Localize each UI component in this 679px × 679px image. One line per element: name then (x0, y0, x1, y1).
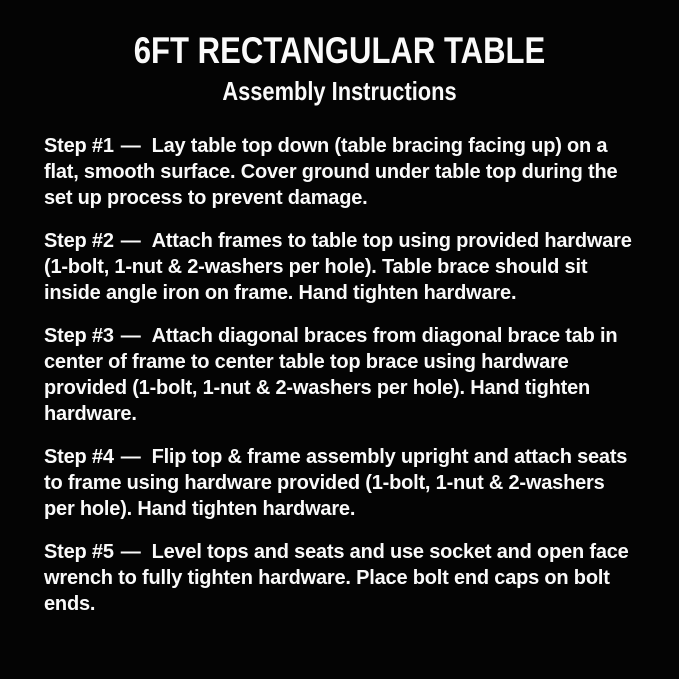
step-paragraph-2 (44, 228, 635, 306)
step-text: Flip top & frame assembly upright and attach seats to frame using hardware provided (1-bolt, 1-nut & 2-washers per hole). Hand tighten hardware. (44, 445, 628, 520)
step-label: Step #2 (44, 229, 114, 252)
page-title: 6FT RECTANGULAR TABLE (133, 30, 546, 71)
step-separator: — (120, 134, 141, 157)
steps-list (44, 133, 635, 617)
step-text: Level tops and seats and use socket and open face wrench to fully tighten hardware. Place bolt end caps on bolt ends. (44, 540, 629, 615)
step-separator: — (120, 445, 141, 468)
step-text: Lay table top down (table bracing facing up) on a flat, smooth surface. Cover ground under table top during the set up process to prevent damage. (44, 134, 618, 209)
step-paragraph-1 (44, 133, 635, 211)
step-text: Attach diagonal braces from diagonal brace tab in center of frame to center table top brace using hardware provided (1-bolt, 1-nut & 2-washers per hole). Hand tighten hardware. (44, 324, 618, 425)
step-label: Step #5 (44, 540, 114, 563)
step-separator: — (120, 540, 141, 563)
step-label: Step #4 (44, 445, 114, 468)
step-separator: — (120, 324, 141, 347)
step-paragraph-5 (44, 539, 635, 617)
card-header (91, 30, 587, 107)
step-label: Step #1 (44, 134, 114, 157)
page-subtitle: Assembly Instructions (222, 75, 457, 106)
step-paragraph-3 (44, 323, 635, 427)
step-text: Attach frames to table top using provided hardware (1-bolt, 1-nut & 2-washers per hole). Table brace should sit inside angle iron on frame. Hand tighten hardware. (44, 229, 632, 304)
step-paragraph-4 (44, 444, 635, 522)
step-separator: — (120, 229, 141, 252)
step-label: Step #3 (44, 324, 114, 347)
